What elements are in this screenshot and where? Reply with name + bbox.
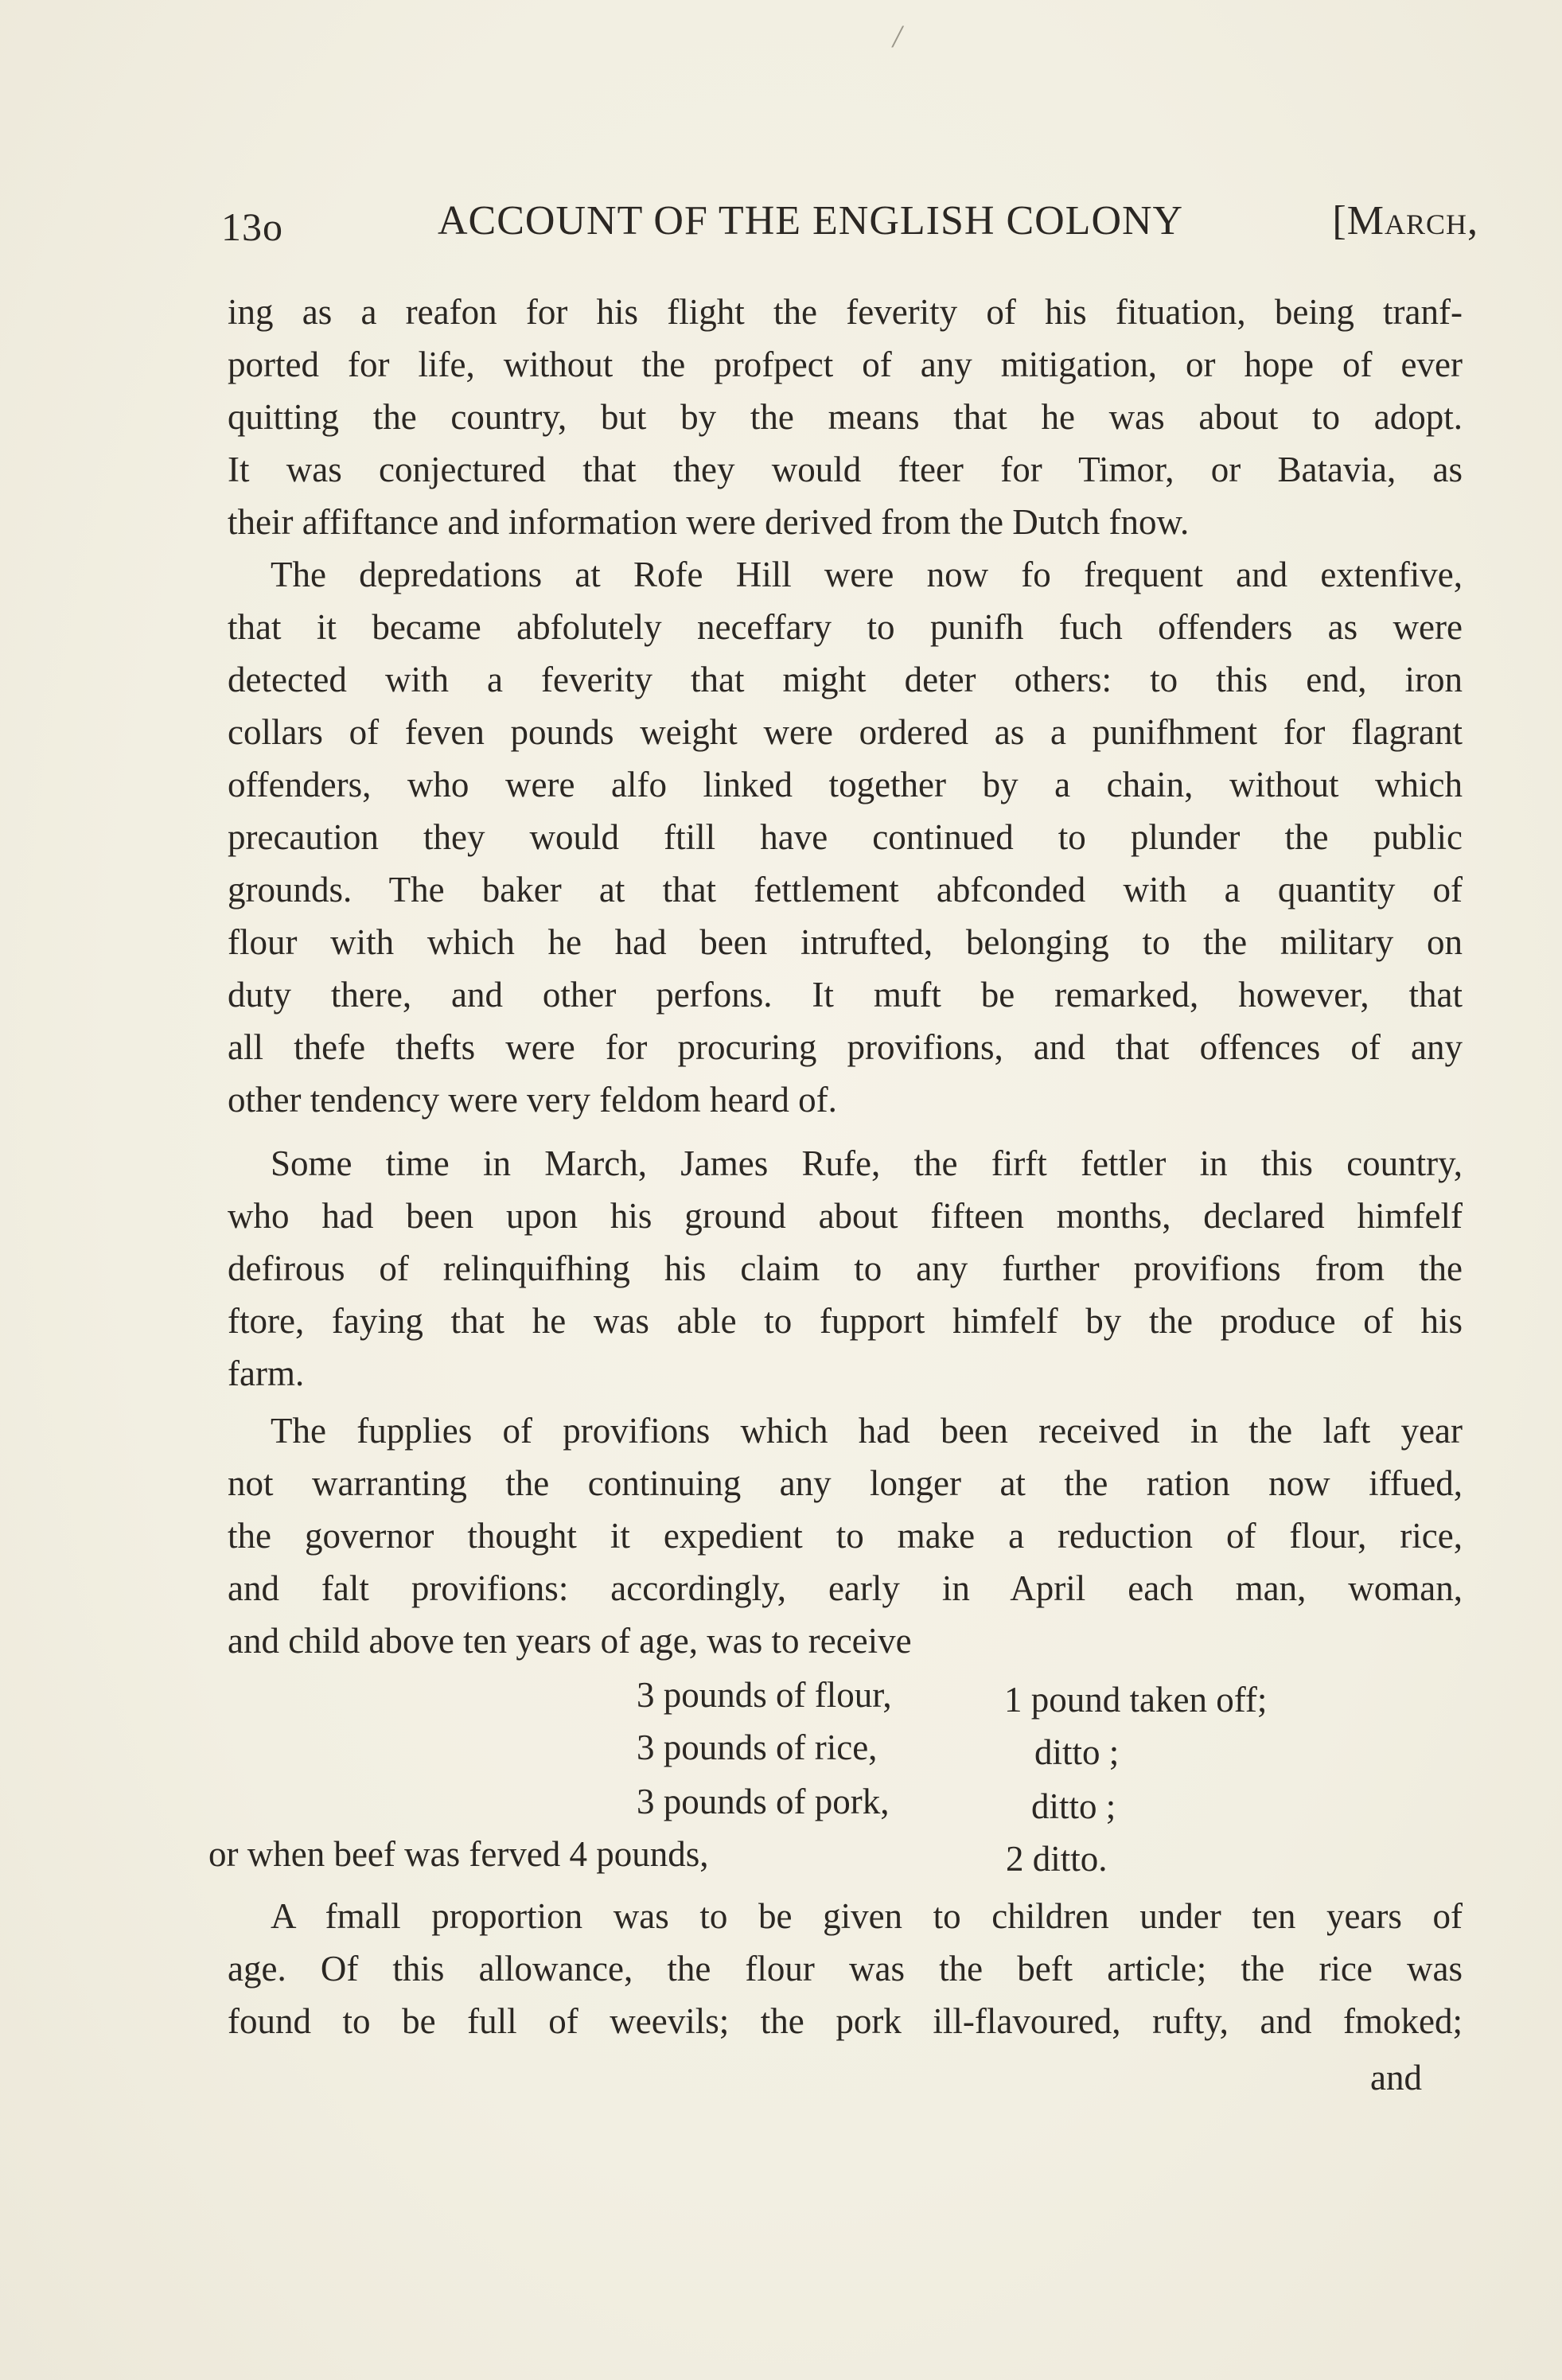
text-line: that it became abfolutely neceffary to punifh fuch offenders as were	[228, 607, 1463, 647]
page-number: 13o	[221, 205, 283, 249]
text-line: age. Of this allowance, the flour was the beft article; the rice was	[228, 1949, 1463, 1989]
text-line: other tendency were very feldom heard of.	[228, 1080, 837, 1120]
ration-item: 3 pounds of rice,	[637, 1728, 878, 1767]
pencil-mark: /	[893, 18, 902, 54]
text-line: found to be full of weevils; the pork ill-flavoured, rufty, and fmoked;	[228, 2001, 1463, 2041]
ration-item: 3 pounds of pork,	[637, 1782, 890, 1821]
text-line: duty there, and other perfons. It muft be remarked, however, that	[228, 975, 1463, 1015]
ration-change: 2 ditto.	[1006, 1839, 1108, 1879]
text-line: collars of feven pounds weight were ordered as a punifhment for flagrant	[228, 712, 1463, 752]
catchword: and	[1370, 2058, 1422, 2098]
text-line: The fupplies of provifions which had been received in the laft year	[271, 1411, 1463, 1451]
text-line: precaution they would ftill have continued to plunder the public	[228, 817, 1463, 857]
text-line: flour with which he had been intrufted, belonging to the military on	[228, 922, 1463, 962]
text-line: and falt provifions: accordingly, early in April each man, woman,	[228, 1568, 1463, 1608]
text-line: offenders, who were alfo linked together by a chain, without which	[228, 765, 1463, 804]
text-line: quitting the country, but by the means that he was about to adopt.	[228, 397, 1463, 437]
text-line: ported for life, without the profpect of any mitigation, or hope of ever	[228, 345, 1463, 384]
running-month: [March,	[1332, 198, 1478, 243]
text-line: their affiftance and information were derived from the Dutch fnow.	[228, 502, 1190, 542]
running-title: ACCOUNT OF THE ENGLISH COLONY	[438, 198, 1184, 243]
text-line: the governor thought it expedient to make a reduction of flour, rice,	[228, 1516, 1463, 1556]
ration-change: ditto ;	[1031, 1786, 1116, 1826]
text-line: The depredations at Rofe Hill were now fo frequent and extenfive,	[271, 555, 1463, 594]
text-line: A fmall proportion was to be given to children under ten years of	[271, 1896, 1463, 1936]
text-line: It was conjectured that they would fteer for Timor, or Batavia, as	[228, 450, 1463, 489]
text-line: ing as a reafon for his flight the feverity of his fituation, being tranf-	[228, 292, 1463, 332]
text-line: and child above ten years of age, was to receive	[228, 1621, 912, 1661]
text-line: detected with a feverity that might deter others: to this end, iron	[228, 660, 1463, 699]
text-line: all thefe thefts were for procuring provifions, and that offences of any	[228, 1027, 1463, 1067]
text-line: Some time in March, James Rufe, the firft fettler in this country,	[271, 1143, 1463, 1183]
text-line: farm.	[228, 1354, 305, 1393]
ration-item: 3 pounds of flour,	[637, 1675, 892, 1715]
text-line: ftore, faying that he was able to fupport himfelf by the produce of his	[228, 1301, 1463, 1341]
running-head	[221, 197, 1478, 253]
ration-change: 1 pound taken off;	[1004, 1680, 1268, 1720]
text-line: who had been upon his ground about fifteen months, declared himfelf	[228, 1196, 1463, 1236]
ration-change: ditto ;	[1034, 1732, 1120, 1772]
ration-item: or when beef was ferved 4 pounds,	[208, 1834, 709, 1874]
text-line: defirous of relinquifhing his claim to any further provifions from the	[228, 1248, 1463, 1288]
text-line: not warranting the continuing any longer at the ration now iffued,	[228, 1463, 1463, 1503]
text-line: grounds. The baker at that fettlement abfconded with a quantity of	[228, 870, 1463, 910]
